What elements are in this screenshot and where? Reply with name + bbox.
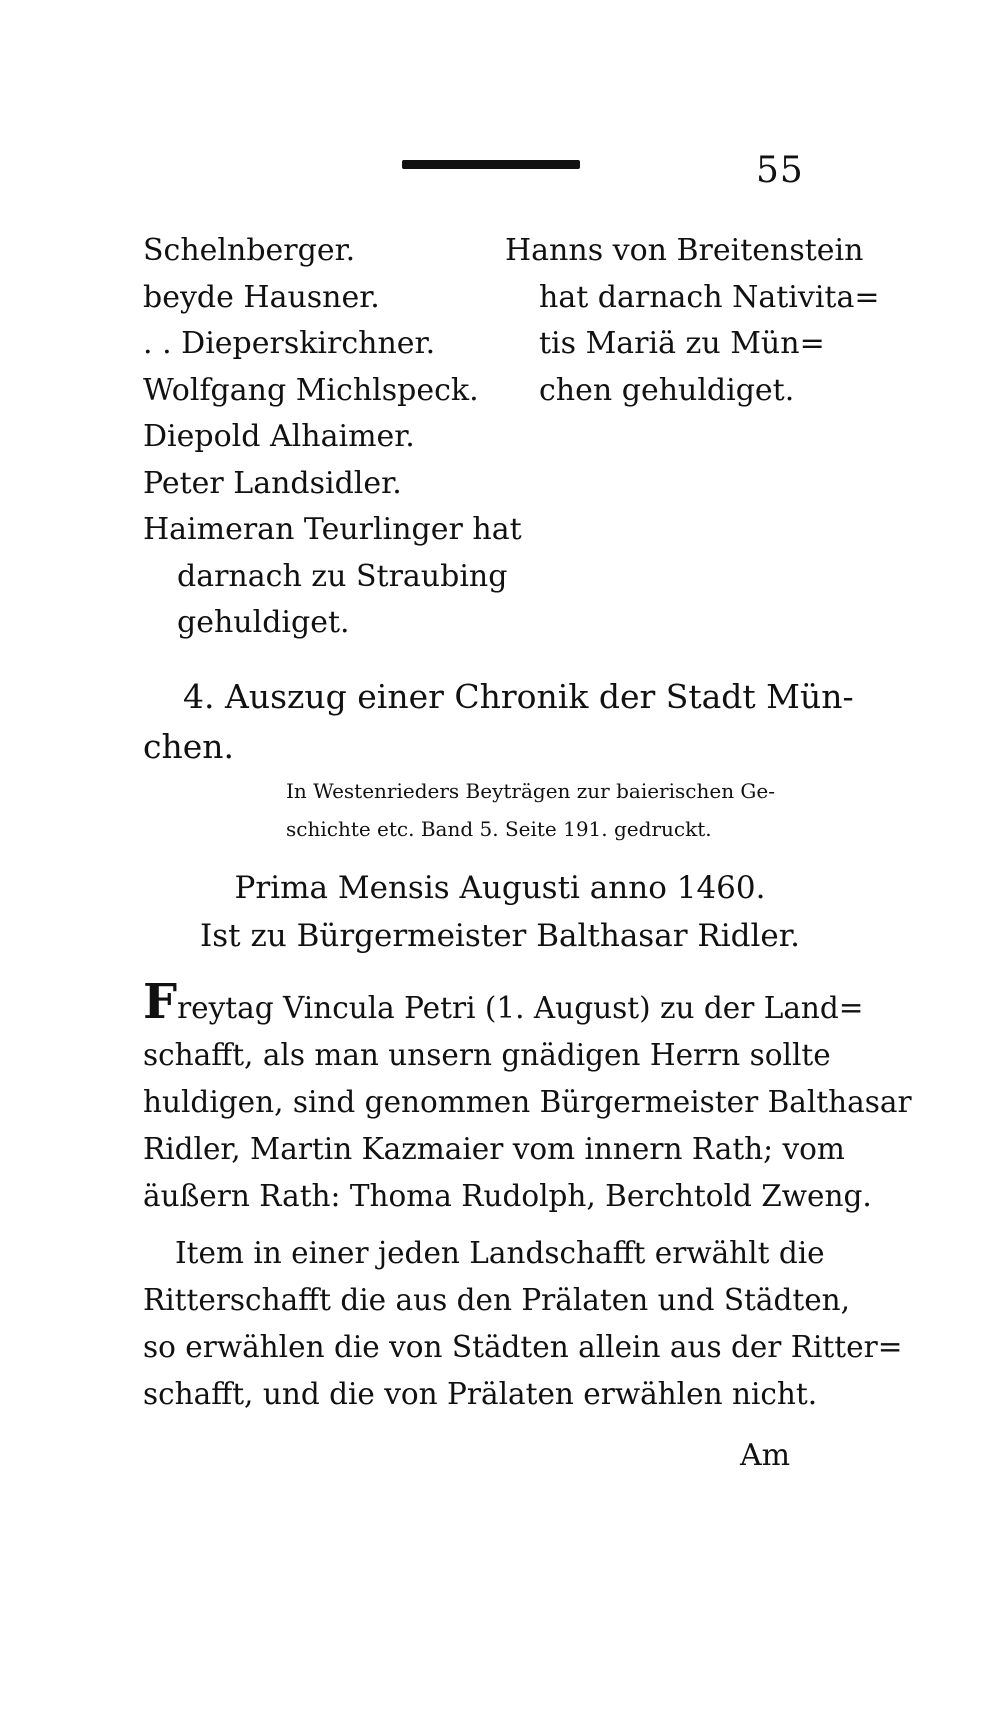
section-title-line1: Auszug einer Chronik der Stadt Mün-: [225, 677, 854, 716]
text-line: reytag Vincula Petri (1. August) zu der Land=: [177, 991, 864, 1025]
right-column-text: [505, 228, 880, 414]
list-item: Schelnberger.: [143, 233, 356, 268]
list-item: beyde Hausner.: [143, 279, 380, 315]
drop-cap: F: [143, 974, 178, 1030]
source-line: schichte etc. Band 5. Seite 191. gedruckt.: [286, 817, 712, 841]
text-line: so erwählen die von Städten allein aus der Ritter=: [143, 1330, 903, 1364]
text-line: huldigen, sind genommen Bürgermeister Balthasar: [143, 1085, 912, 1119]
mayor-line: Ist zu Bürgermeister Balthasar Ridler.: [199, 918, 800, 954]
section-title-line2: chen.: [143, 727, 235, 766]
text-line: tis Mariä zu Mün=: [539, 326, 825, 361]
list-item: Wolfgang Michlspeck.: [143, 372, 479, 408]
left-column-list: [143, 228, 522, 647]
text-line: schafft, und die von Prälaten erwählen nicht.: [143, 1377, 818, 1411]
text-line: Ridler, Martin Kazmaier vom innern Rath; vom: [143, 1132, 845, 1166]
list-item: darnach zu Straubing: [177, 558, 508, 594]
list-item: Diepold Alhaimer.: [143, 419, 415, 454]
page-number: 55: [756, 150, 804, 191]
catchword: Am: [740, 1438, 791, 1473]
source-line: In Westenrieders Beyträgen zur baierischen Ge-: [286, 779, 776, 803]
paragraph-1: [143, 974, 912, 1220]
text-line: Item in einer jeden Landschafft erwählt die: [175, 1236, 825, 1270]
list-item: gehuldiget.: [177, 605, 350, 640]
text-line: Ritterschafft die aus den Prälaten und Städten,: [143, 1283, 851, 1317]
section-heading: [143, 672, 854, 772]
text-line: chen gehuldiget.: [539, 372, 795, 408]
text-line: hat darnach Nativita=: [539, 279, 880, 315]
source-note: [286, 772, 846, 848]
list-item: . . Dieperskirchner.: [143, 326, 436, 361]
header-rule: [402, 160, 580, 169]
text-line: schafft, als man unsern gnädigen Herrn sollte: [143, 1038, 831, 1072]
text-line: äußern Rath: Thoma Rudolph, Berchtold Zweng.: [143, 1179, 872, 1213]
section-number: 4.: [183, 677, 215, 716]
text-line: Hanns von Breitenstein: [505, 233, 864, 268]
list-item: Haimeran Teurlinger hat: [143, 512, 522, 547]
date-line: Prima Mensis Augusti anno 1460.: [234, 870, 766, 906]
list-item: Peter Landsidler.: [143, 465, 402, 501]
paragraph-2: [143, 1230, 903, 1418]
